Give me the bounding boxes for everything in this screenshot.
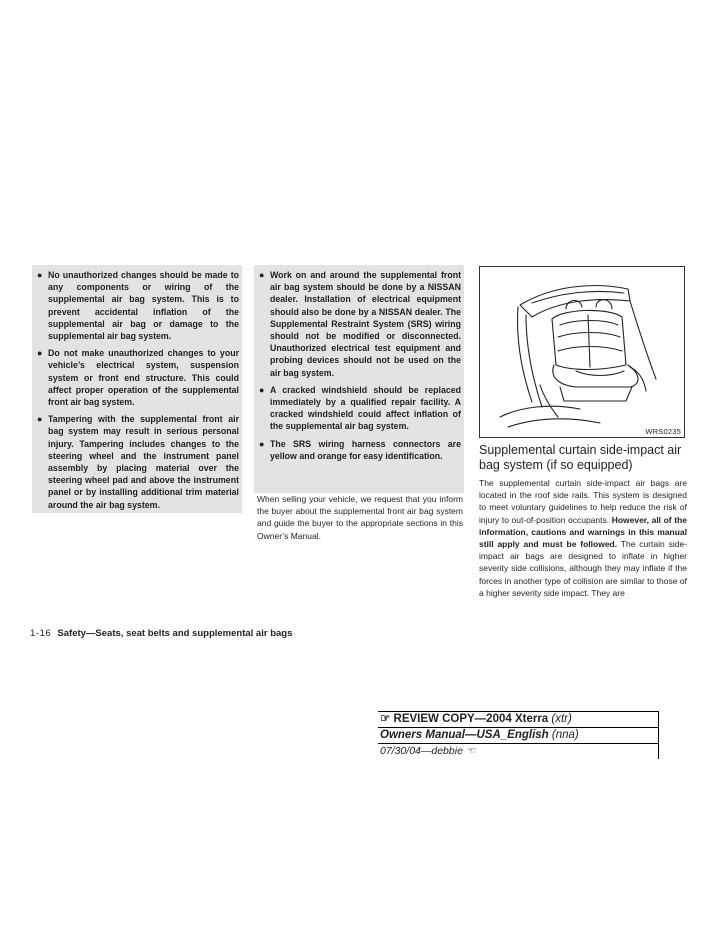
bold-caution: However, all of the information, cautions and warnings in this manual still apply and must be followed. <box>479 514 687 550</box>
warning-item: ● The SRS wiring harness connectors are yellow and orange for easy identification. <box>259 438 461 461</box>
bullet-icon: ● <box>259 438 265 449</box>
section-body: The supplemental curtain side-impact air bags are located in the roof side rails. This system is designed to meet voluntary guidelines to help reduce the risk of injury to out-of-position occupants. However, all of the information, cautions and warnings in this manual still apply and must be followed. The curtain side-impact air bags are designed to inflate in higher severity side collisions, although they may inflate if the forces in another type of collision are similar to those of a higher severity side impact. They are <box>479 478 687 598</box>
review-stamp <box>378 711 659 759</box>
pointing-hand-left-icon: ☜ <box>465 745 476 757</box>
review-line-2: Owners Manual—USA_English (nna) <box>378 727 658 743</box>
warning-list-left <box>36 269 239 511</box>
section-title: Safety—Seats, seat belts and supplemental air bags <box>57 628 293 639</box>
warning-item: ● Do not make unauthorized changes to your vehicle’s electrical system, suspension system or front end structure. This could affect proper operation of the supplemental front air bag system. <box>37 348 239 408</box>
page-footer <box>30 628 292 639</box>
pointing-hand-right-icon: ☞ <box>380 713 391 725</box>
review-line-1: ☞ REVIEW COPY—2004 Xterra (xtr) <box>380 713 572 725</box>
selling-note: When selling your vehicle, we request that you inform the buyer about the supplemental front air bag system and guide the buyer to the appropriate sections in this Owner’s Manual. <box>257 494 463 541</box>
warning-list-middle <box>258 269 461 462</box>
bullet-icon: ● <box>37 270 43 280</box>
warning-box-left <box>32 265 242 513</box>
seat-curtain-airbag-illustration <box>480 267 685 438</box>
warning-item: ● No unauthorized changes should be made to any components or wiring of the supplemental air bag system. This is to prevent accidental inflation of the supplemental air bag or damage to the supplemental air bag system. <box>37 270 239 342</box>
figure-id: WRS0235 <box>645 427 681 436</box>
warning-item: ● Tampering with the supplemental front air bag system may result in serious personal injury. Tampering includes changes to the steering wheel and the instrument panel assembly by placing material over the steering wheel pad and above the instrument panel or by installing additional trim material around the air bag system. <box>37 414 239 510</box>
warning-item: ● A cracked windshield should be replaced immediately by a qualified repair facility. A cracked windshield could affect inflation of the supplemental air bag system. <box>259 384 461 432</box>
warning-box-middle <box>254 265 464 493</box>
warning-item: ● Work on and around the supplemental front air bag system should be done by a NISSAN dealer. Installation of electrical equipment should also be done by a NISSAN dealer. The Supplemental Restraint System (SRS) wiring should not be modified or disconnected. Unauthorized electrical test equipment and probing devices should not be used on the air bag system. <box>259 270 461 378</box>
review-line-3: 07/30/04—debbie ☜ <box>378 743 658 759</box>
bullet-icon: ● <box>37 348 43 359</box>
page-number: 1-16 <box>30 628 52 639</box>
section-heading: Supplemental curtain side-impact air bag system (if so equipped) <box>479 443 682 472</box>
curtain-airbag-figure <box>479 266 685 438</box>
bullet-icon: ● <box>259 384 265 395</box>
bullet-icon: ● <box>37 414 43 425</box>
bullet-icon: ● <box>259 270 265 280</box>
